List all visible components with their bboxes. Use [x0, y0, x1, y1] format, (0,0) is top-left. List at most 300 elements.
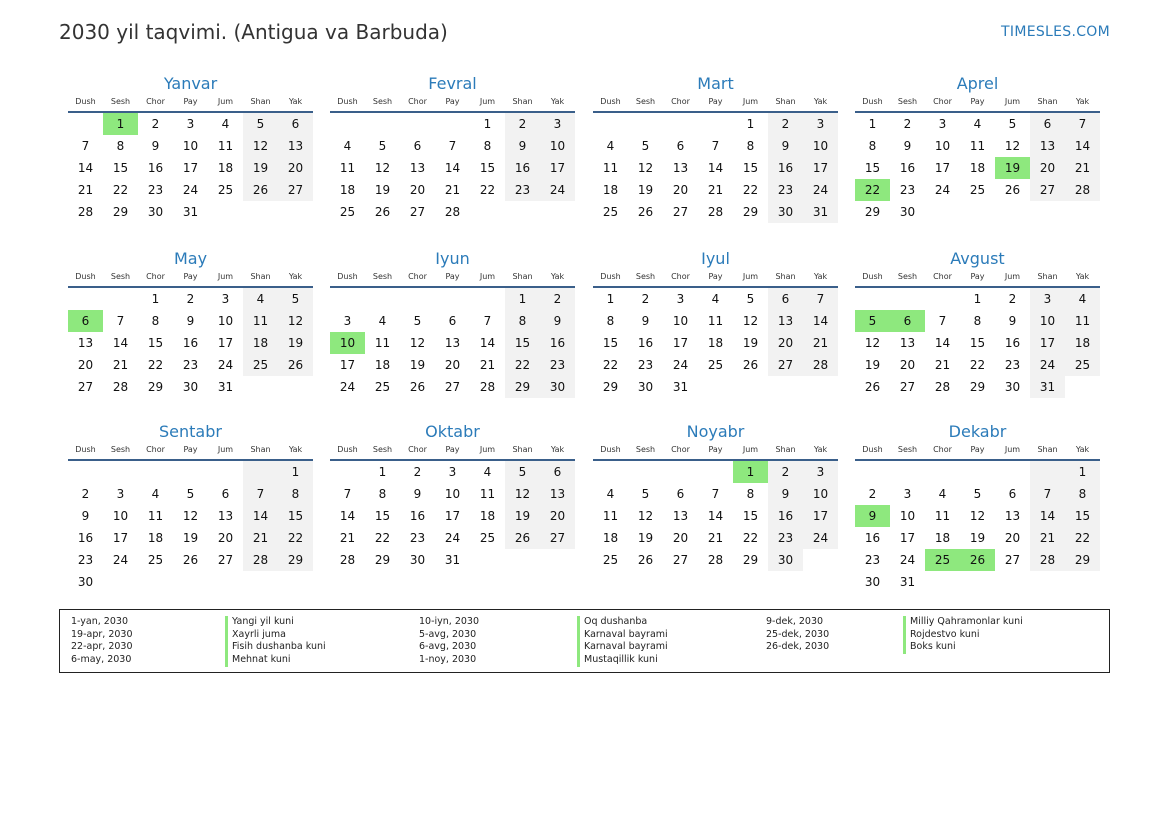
day-cell: 31 [1030, 376, 1065, 398]
day-cell: 16 [768, 157, 803, 179]
empty-cell [330, 461, 365, 483]
day-cell: 27 [540, 527, 575, 549]
weekday-header [330, 445, 575, 461]
day-cell: 16 [77, 531, 94, 545]
day-cell: 19 [182, 531, 199, 545]
day-cell: 4 [973, 117, 982, 131]
legend-date: 6-may, 2030 [71, 654, 132, 666]
day-cell: 25 [1065, 354, 1100, 376]
day-cell: 20 [899, 358, 916, 372]
day-cell: 24 [1030, 354, 1065, 376]
weekday-label: Shan [512, 97, 533, 106]
day-cell: 21 [803, 332, 838, 354]
day-cell: 18 [479, 509, 496, 523]
weekday-label: Dush [600, 97, 621, 106]
day-cell: 21 [934, 358, 951, 372]
day-cell: 30 [768, 549, 803, 571]
month-avgust [855, 248, 1100, 398]
day-grid [593, 113, 838, 223]
brand-link[interactable]: TIMESLES.COM [1001, 24, 1110, 40]
day-cell: 3 [343, 314, 352, 328]
day-cell: 27 [409, 205, 426, 219]
day-cell: 26 [278, 354, 313, 376]
holiday-day-cell: 6 [890, 310, 925, 332]
holiday-day-cell: 9 [855, 505, 890, 527]
day-cell: 27 [1004, 553, 1021, 567]
day-cell: 3 [803, 461, 838, 483]
day-cell: 10 [803, 483, 838, 505]
day-cell: 14 [934, 336, 951, 350]
weekday-label: Dush [862, 445, 883, 454]
weekday-label: Sesh [897, 272, 918, 281]
empty-cell [330, 288, 365, 310]
empty-cell [960, 461, 995, 483]
month-may [68, 248, 313, 398]
weekday-label: Dush [337, 97, 358, 106]
weekday-label: Pay [708, 272, 723, 281]
day-cell: 29 [1065, 549, 1100, 571]
day-cell: 23 [77, 553, 94, 567]
day-cell: 18 [374, 358, 391, 372]
day-cell: 23 [768, 179, 803, 201]
empty-cell [925, 288, 960, 310]
legend-holiday-name: Karnaval bayrami [577, 641, 668, 654]
month-name: Oktabr [425, 422, 480, 441]
day-cell: 26 [505, 527, 540, 549]
day-cell: 15 [112, 161, 129, 175]
empty-cell [698, 113, 733, 135]
day-cell: 30 [637, 380, 654, 394]
day-cell: 30 [1004, 380, 1021, 394]
day-cell: 19 [409, 358, 426, 372]
day-cell: 23 [864, 553, 881, 567]
day-cell: 26 [243, 179, 278, 201]
day-cell: 8 [151, 314, 160, 328]
empty-cell [1030, 461, 1065, 483]
weekday-label: Yak [550, 445, 565, 454]
day-cell: 15 [864, 161, 881, 175]
day-cell: 9 [505, 135, 540, 157]
weekday-header [68, 445, 313, 461]
day-cell: 26 [409, 380, 426, 394]
weekday-header [855, 445, 1100, 461]
weekday-label: Dush [75, 445, 96, 454]
day-cell: 6 [278, 113, 313, 135]
day-cell: 2 [505, 113, 540, 135]
day-cell: 8 [505, 310, 540, 332]
weekday-label: Yak [813, 97, 828, 106]
day-cell: 24 [899, 553, 916, 567]
day-cell: 6 [448, 314, 457, 328]
legend-names-column [225, 616, 326, 667]
day-cell: 31 [217, 380, 234, 394]
day-cell: 15 [505, 332, 540, 354]
day-cell: 8 [116, 139, 125, 153]
weekday-label: Pay [970, 272, 985, 281]
legend-date: 1-noy, 2030 [419, 654, 477, 666]
weekday-label: Jum [479, 272, 496, 281]
day-cell: 19 [864, 358, 881, 372]
day-cell: 14 [803, 310, 838, 332]
day-cell: 26 [864, 380, 881, 394]
month-name: Avgust [950, 249, 1005, 268]
day-cell: 13 [672, 161, 689, 175]
day-cell: 4 [1065, 288, 1100, 310]
weekday-header [593, 97, 838, 113]
weekday-header [593, 445, 838, 461]
empty-cell [68, 461, 103, 483]
day-cell: 4 [243, 288, 278, 310]
day-cell: 21 [77, 183, 94, 197]
day-cell: 16 [768, 505, 803, 527]
weekday-label: Yak [288, 97, 303, 106]
day-grid [855, 113, 1100, 223]
empty-cell [470, 288, 505, 310]
weekday-label: Shan [1037, 445, 1058, 454]
day-cell: 1 [746, 117, 755, 131]
day-cell: 23 [899, 183, 916, 197]
day-cell: 4 [938, 487, 947, 501]
day-cell: 2 [413, 465, 422, 479]
day-cell: 2 [540, 288, 575, 310]
empty-cell [593, 113, 628, 135]
weekday-label: Chor [671, 97, 690, 106]
month-aprel [855, 73, 1100, 223]
day-cell: 5 [1008, 117, 1017, 131]
day-cell: 28 [112, 380, 129, 394]
day-cell: 14 [243, 505, 278, 527]
weekday-header [330, 272, 575, 288]
day-cell: 13 [672, 509, 689, 523]
day-cell: 7 [1065, 113, 1100, 135]
day-cell: 2 [768, 113, 803, 135]
day-cell: 23 [768, 527, 803, 549]
day-cell: 11 [374, 336, 391, 350]
weekday-label: Dush [337, 272, 358, 281]
day-cell: 9 [1008, 314, 1017, 328]
weekday-label: Jum [742, 445, 759, 454]
empty-cell [628, 461, 663, 483]
day-cell: 1 [278, 461, 313, 483]
holiday-day-cell: 26 [960, 549, 995, 571]
weekday-label: Chor [671, 272, 690, 281]
day-cell: 1 [606, 292, 615, 306]
day-cell: 18 [339, 183, 356, 197]
day-cell: 5 [746, 292, 755, 306]
legend-names-column [903, 616, 1023, 654]
day-cell: 10 [803, 135, 838, 157]
holiday-day-cell: 22 [855, 179, 890, 201]
day-cell: 17 [217, 336, 234, 350]
day-cell: 1 [868, 117, 877, 131]
weekday-label: Jum [479, 97, 496, 106]
weekday-label: Jum [1004, 97, 1021, 106]
day-cell: 12 [505, 483, 540, 505]
day-cell: 19 [637, 183, 654, 197]
day-cell: 14 [1030, 505, 1065, 527]
weekday-label: Sesh [635, 272, 656, 281]
legend-date: 25-dek, 2030 [766, 628, 830, 640]
weekday-label: Shan [250, 97, 271, 106]
day-cell: 22 [505, 354, 540, 376]
day-cell: 25 [602, 553, 619, 567]
day-cell: 23 [1004, 358, 1021, 372]
day-cell: 15 [742, 509, 759, 523]
day-cell: 15 [742, 161, 759, 175]
day-cell: 3 [540, 113, 575, 135]
day-cell: 25 [147, 553, 164, 567]
empty-cell [435, 113, 470, 135]
day-cell: 8 [973, 314, 982, 328]
day-cell: 18 [707, 336, 724, 350]
day-grid [593, 288, 838, 398]
day-cell: 28 [243, 549, 278, 571]
legend-date: 26-dek, 2030 [766, 641, 830, 653]
holiday-day-cell: 19 [995, 157, 1030, 179]
weekday-label: Shan [775, 272, 796, 281]
day-grid [593, 461, 838, 571]
month-noyabr [593, 421, 838, 571]
holiday-day-cell: 10 [330, 332, 365, 354]
day-cell: 25 [374, 380, 391, 394]
day-cell: 22 [479, 183, 496, 197]
day-cell: 3 [221, 292, 230, 306]
day-cell: 2 [186, 292, 195, 306]
day-cell: 13 [444, 336, 461, 350]
day-cell: 8 [378, 487, 387, 501]
day-cell: 20 [768, 332, 803, 354]
day-cell: 31 [444, 553, 461, 567]
day-cell: 23 [182, 358, 199, 372]
day-cell: 3 [1030, 288, 1065, 310]
day-cell: 17 [934, 161, 951, 175]
day-cell: 27 [899, 380, 916, 394]
weekday-label: Jum [742, 97, 759, 106]
empty-cell [628, 113, 663, 135]
day-cell: 12 [374, 161, 391, 175]
day-cell: 27 [768, 354, 803, 376]
weekday-label: Yak [1075, 272, 1090, 281]
day-cell: 3 [186, 117, 195, 131]
weekday-label: Yak [813, 445, 828, 454]
weekday-label: Chor [933, 97, 952, 106]
day-cell: 5 [378, 139, 387, 153]
day-cell: 30 [77, 575, 94, 589]
day-cell: 23 [147, 183, 164, 197]
weekday-label: Sesh [110, 97, 131, 106]
day-cell: 22 [1065, 527, 1100, 549]
empty-cell [243, 461, 278, 483]
empty-cell [330, 113, 365, 135]
day-cell: 5 [641, 487, 650, 501]
day-cell: 17 [803, 505, 838, 527]
weekday-label: Yak [550, 272, 565, 281]
day-cell: 30 [768, 201, 803, 223]
day-cell: 11 [934, 509, 951, 523]
month-iyun [330, 248, 575, 398]
weekday-label: Jum [217, 445, 234, 454]
day-cell: 19 [969, 531, 986, 545]
day-cell: 14 [77, 161, 94, 175]
legend-date: 22-apr, 2030 [71, 641, 133, 653]
empty-cell [995, 461, 1030, 483]
day-cell: 31 [672, 380, 689, 394]
legend-holiday-name: Mustaqillik kuni [577, 654, 668, 667]
day-cell: 20 [217, 531, 234, 545]
day-cell: 16 [147, 161, 164, 175]
day-cell: 28 [339, 553, 356, 567]
day-cell: 22 [278, 527, 313, 549]
empty-cell [365, 113, 400, 135]
empty-cell [663, 113, 698, 135]
day-cell: 11 [147, 509, 164, 523]
day-cell: 26 [637, 205, 654, 219]
day-cell: 24 [112, 553, 129, 567]
weekday-label: Chor [146, 97, 165, 106]
day-cell: 29 [374, 553, 391, 567]
day-cell: 24 [540, 179, 575, 201]
day-grid [68, 461, 313, 593]
month-name: Dekabr [948, 422, 1007, 441]
weekday-label: Chor [408, 97, 427, 106]
weekday-header [330, 97, 575, 113]
day-cell: 16 [899, 161, 916, 175]
day-cell: 20 [278, 157, 313, 179]
day-cell: 27 [278, 179, 313, 201]
weekday-label: Sesh [897, 445, 918, 454]
month-name: Iyun [435, 249, 470, 268]
day-cell: 23 [540, 354, 575, 376]
day-cell: 28 [1030, 549, 1065, 571]
day-cell: 14 [444, 161, 461, 175]
month-name: Fevral [428, 74, 477, 93]
empty-cell [400, 288, 435, 310]
weekday-header [593, 272, 838, 288]
day-cell: 16 [1004, 336, 1021, 350]
legend-holiday-name: Mehnat kuni [225, 654, 326, 667]
weekday-label: Yak [813, 272, 828, 281]
month-name: May [173, 249, 208, 268]
weekday-label: Shan [775, 445, 796, 454]
month-dekabr [855, 421, 1100, 593]
month-name: Aprel [956, 74, 999, 93]
legend-holiday-name: Yangi yil kuni [225, 616, 326, 629]
day-cell: 18 [243, 332, 278, 354]
weekday-label: Dush [75, 97, 96, 106]
empty-cell [103, 288, 138, 310]
weekday-label: Chor [408, 445, 427, 454]
month-name: Noyabr [686, 422, 745, 441]
empty-cell [365, 288, 400, 310]
empty-cell [208, 461, 243, 483]
day-cell: 2 [868, 487, 877, 501]
day-cell: 15 [969, 336, 986, 350]
day-cell: 9 [413, 487, 422, 501]
weekday-header [68, 97, 313, 113]
day-cell: 26 [637, 553, 654, 567]
day-cell: 21 [444, 183, 461, 197]
day-cell: 12 [409, 336, 426, 350]
day-cell: 28 [444, 205, 461, 219]
legend-date: 1-yan, 2030 [71, 616, 128, 627]
day-cell: 17 [672, 336, 689, 350]
day-cell: 9 [151, 139, 160, 153]
weekday-label: Pay [183, 272, 198, 281]
day-cell: 22 [969, 358, 986, 372]
day-cell: 14 [112, 336, 129, 350]
day-cell: 31 [182, 205, 199, 219]
month-fevral [330, 73, 575, 223]
weekday-label: Dush [862, 97, 883, 106]
weekday-label: Pay [708, 97, 723, 106]
day-cell: 10 [540, 135, 575, 157]
weekday-label: Jum [1004, 445, 1021, 454]
day-cell: 25 [707, 358, 724, 372]
day-cell: 24 [339, 380, 356, 394]
day-cell: 28 [707, 205, 724, 219]
day-cell: 15 [1065, 505, 1100, 527]
day-cell: 14 [1065, 135, 1100, 157]
weekday-label: Sesh [372, 445, 393, 454]
day-cell: 5 [243, 113, 278, 135]
empty-cell [663, 461, 698, 483]
weekday-label: Shan [250, 272, 271, 281]
day-cell: 4 [343, 139, 352, 153]
day-cell: 6 [768, 288, 803, 310]
day-cell: 16 [505, 157, 540, 179]
day-cell: 27 [672, 553, 689, 567]
day-cell: 27 [1030, 179, 1065, 201]
day-cell: 12 [182, 509, 199, 523]
empty-cell [103, 461, 138, 483]
day-cell: 14 [479, 336, 496, 350]
day-cell: 9 [81, 509, 90, 523]
empty-cell [925, 461, 960, 483]
weekday-label: Yak [550, 97, 565, 106]
day-cell: 17 [444, 509, 461, 523]
holiday-day-cell: 1 [103, 113, 138, 135]
day-cell: 10 [672, 314, 689, 328]
day-cell: 7 [711, 487, 720, 501]
weekday-label: Sesh [110, 272, 131, 281]
empty-cell [68, 288, 103, 310]
day-cell: 21 [707, 531, 724, 545]
day-cell: 6 [413, 139, 422, 153]
day-cell: 20 [1004, 531, 1021, 545]
legend-holiday-name: Xayrli juma [225, 629, 326, 642]
day-cell: 4 [711, 292, 720, 306]
day-cell: 30 [899, 205, 916, 219]
holiday-legend [59, 609, 1110, 673]
day-cell: 21 [112, 358, 129, 372]
day-cell: 15 [147, 336, 164, 350]
day-cell: 20 [444, 358, 461, 372]
day-cell: 29 [602, 380, 619, 394]
day-cell: 18 [602, 183, 619, 197]
month-mart [593, 73, 838, 223]
day-cell: 20 [1030, 157, 1065, 179]
day-cell: 7 [711, 139, 720, 153]
day-cell: 7 [116, 314, 125, 328]
day-cell: 28 [934, 380, 951, 394]
day-cell: 23 [409, 531, 426, 545]
day-cell: 18 [217, 161, 234, 175]
day-cell: 7 [81, 139, 90, 153]
day-cell: 3 [803, 113, 838, 135]
day-cell: 1 [483, 117, 492, 131]
day-cell: 26 [1004, 183, 1021, 197]
day-cell: 18 [602, 531, 619, 545]
